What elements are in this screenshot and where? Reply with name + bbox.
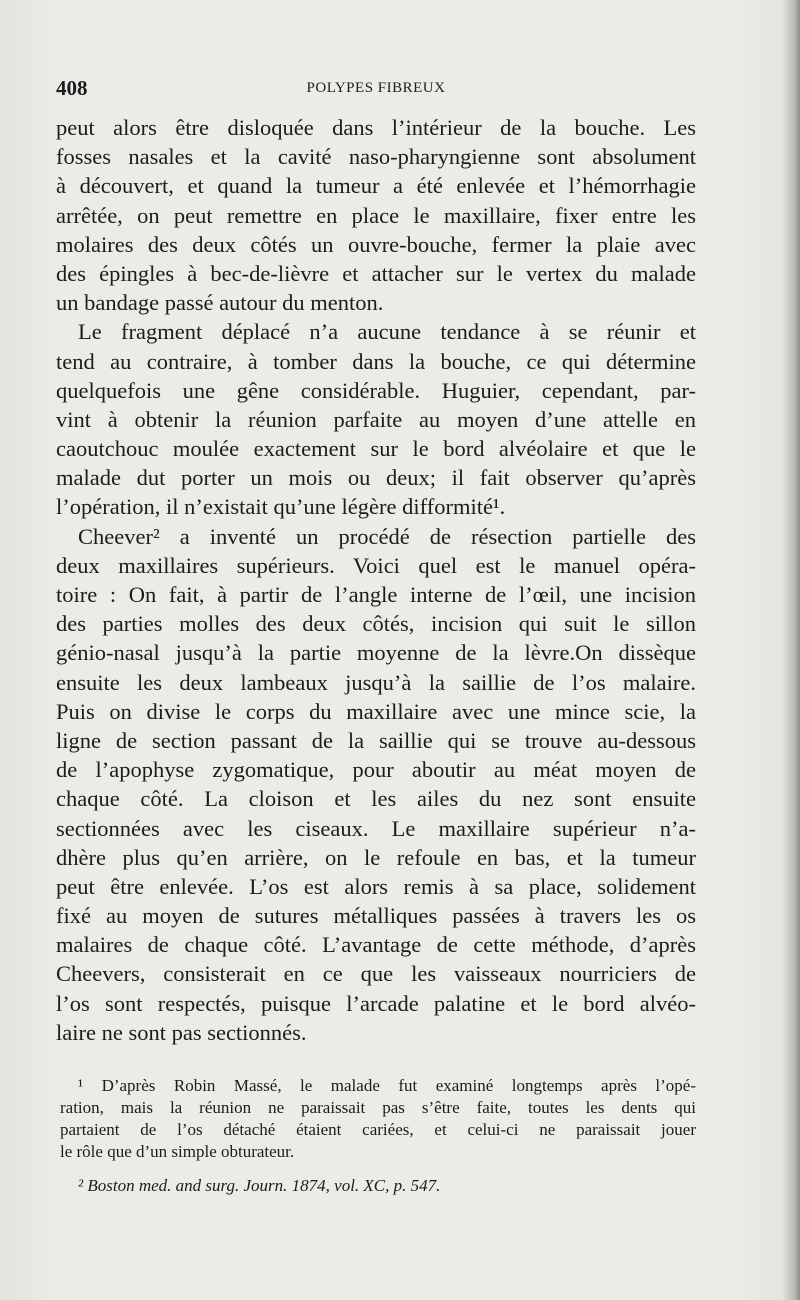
body-line: de l’apophyse zygomatique, pour aboutir au méat moyen de [56,757,696,783]
paragraph-start-line: Cheever² a inventé un procédé de résection partielle des [78,523,696,549]
body-line: l’opération, il n’existait qu’une légère difformité¹. [56,494,506,520]
body-line: tend au contraire, à tomber dans la bouche, ce qui détermine [56,348,696,374]
body-line: fixé au moyen de sutures métalliques passées à travers les os [56,903,696,929]
body-line: Puis on divise le corps du maxillaire avec une mince scie, la [56,698,696,724]
body-line: toire : On fait, à partir de l’angle interne de l’œil, une incision [56,582,696,607]
body-line: des épingles à bec-de-lièvre et attacher sur le vertex du malade [56,260,696,286]
body-line: chaque côté. La cloison et les ailes du nez sont ensuite [56,786,696,812]
body-line: à découvert, et quand la tumeur a été enlevée et l’hémorrhagie [56,173,696,199]
footnote-1-line: ¹ D’après Robin Massé, le malade fut examiné longtemps après l’opé- [78,1076,696,1095]
body-line: génio-nasal jusqu’à la partie moyenne de la lèvre.On dissèque [56,640,696,666]
footnote-1-line: ration, mais la réunion ne paraissait pas s’être faite, toutes les dents qui [60,1098,696,1117]
body-line: malaires de chaque côté. L’avantage de cette méthode, d’après [56,932,696,958]
body-line: Cheevers, consisterait en ce que les vaisseaux nourriciers de [56,961,696,987]
body-line: ligne de section passant de la saillie qui se trouve au-dessous [56,727,696,753]
footnotes [60,1075,696,1197]
page-gutter-shadow [782,0,800,1300]
footnote-1-line: partaient de l’os détaché étaient cariées, et celui-ci ne paraissait jouer [60,1120,696,1139]
body-line: peut être enlevée. L’os est alors remis à sa place, solidement [56,873,696,899]
footnote-1-line: le rôle que d’un simple obturateur. [60,1142,295,1161]
body-line: arrêtée, on peut remettre en place le maxillaire, fixer entre les [56,202,696,228]
body-line: un bandage passé autour du menton. [56,290,384,316]
body-line: quelquefois une gêne considérable. Huguier, cependant, par- [56,377,696,403]
body-line: malade dut porter un mois ou deux; il fait observer qu’après [56,465,696,491]
page-number: 408 [56,76,88,100]
body-line: peut alors être disloquée dans l’intérieur de la bouche. Les [56,115,696,140]
paragraph-start-line: Le fragment déplacé n’a aucune tendance à se réunir et [78,319,696,345]
body-line: molaires des deux côtés un ouvre-bouche, fermer la plaie avec [56,231,696,257]
body-line: l’os sont respectés, puisque l’arcade palatine et le bord alvéo- [56,990,696,1016]
body-line: caoutchouc moulée exactement sur le bord alvéolaire et que le [56,436,696,462]
running-title: POLYPES FIBREUX [306,80,446,96]
body-line: deux maxillaires supérieurs. Voici quel est le manuel opéra- [56,552,696,578]
footnote-2: ² Boston med. and surg. Journ. 1874, vol. XC, p. 547. [78,1176,441,1195]
page-header [56,76,696,102]
body-line: ensuite les deux lambeaux jusqu’à la saillie de l’os malaire. [56,669,696,695]
body-line: sectionnées avec les ciseaux. Le maxillaire supérieur n’a- [56,815,696,841]
body-text [56,113,696,1047]
body-line: vint à obtenir la réunion parfaite au moyen d’une attelle en [56,406,696,432]
body-line: dhère plus qu’en arrière, on le refoule en bas, et la tumeur [56,844,696,870]
body-line: laire ne sont pas sectionnés. [56,1019,307,1045]
body-line: fosses nasales et la cavité naso-pharyngienne sont absolument [56,144,696,170]
body-line: des parties molles des deux côtés, incision qui suit le sillon [56,611,696,637]
